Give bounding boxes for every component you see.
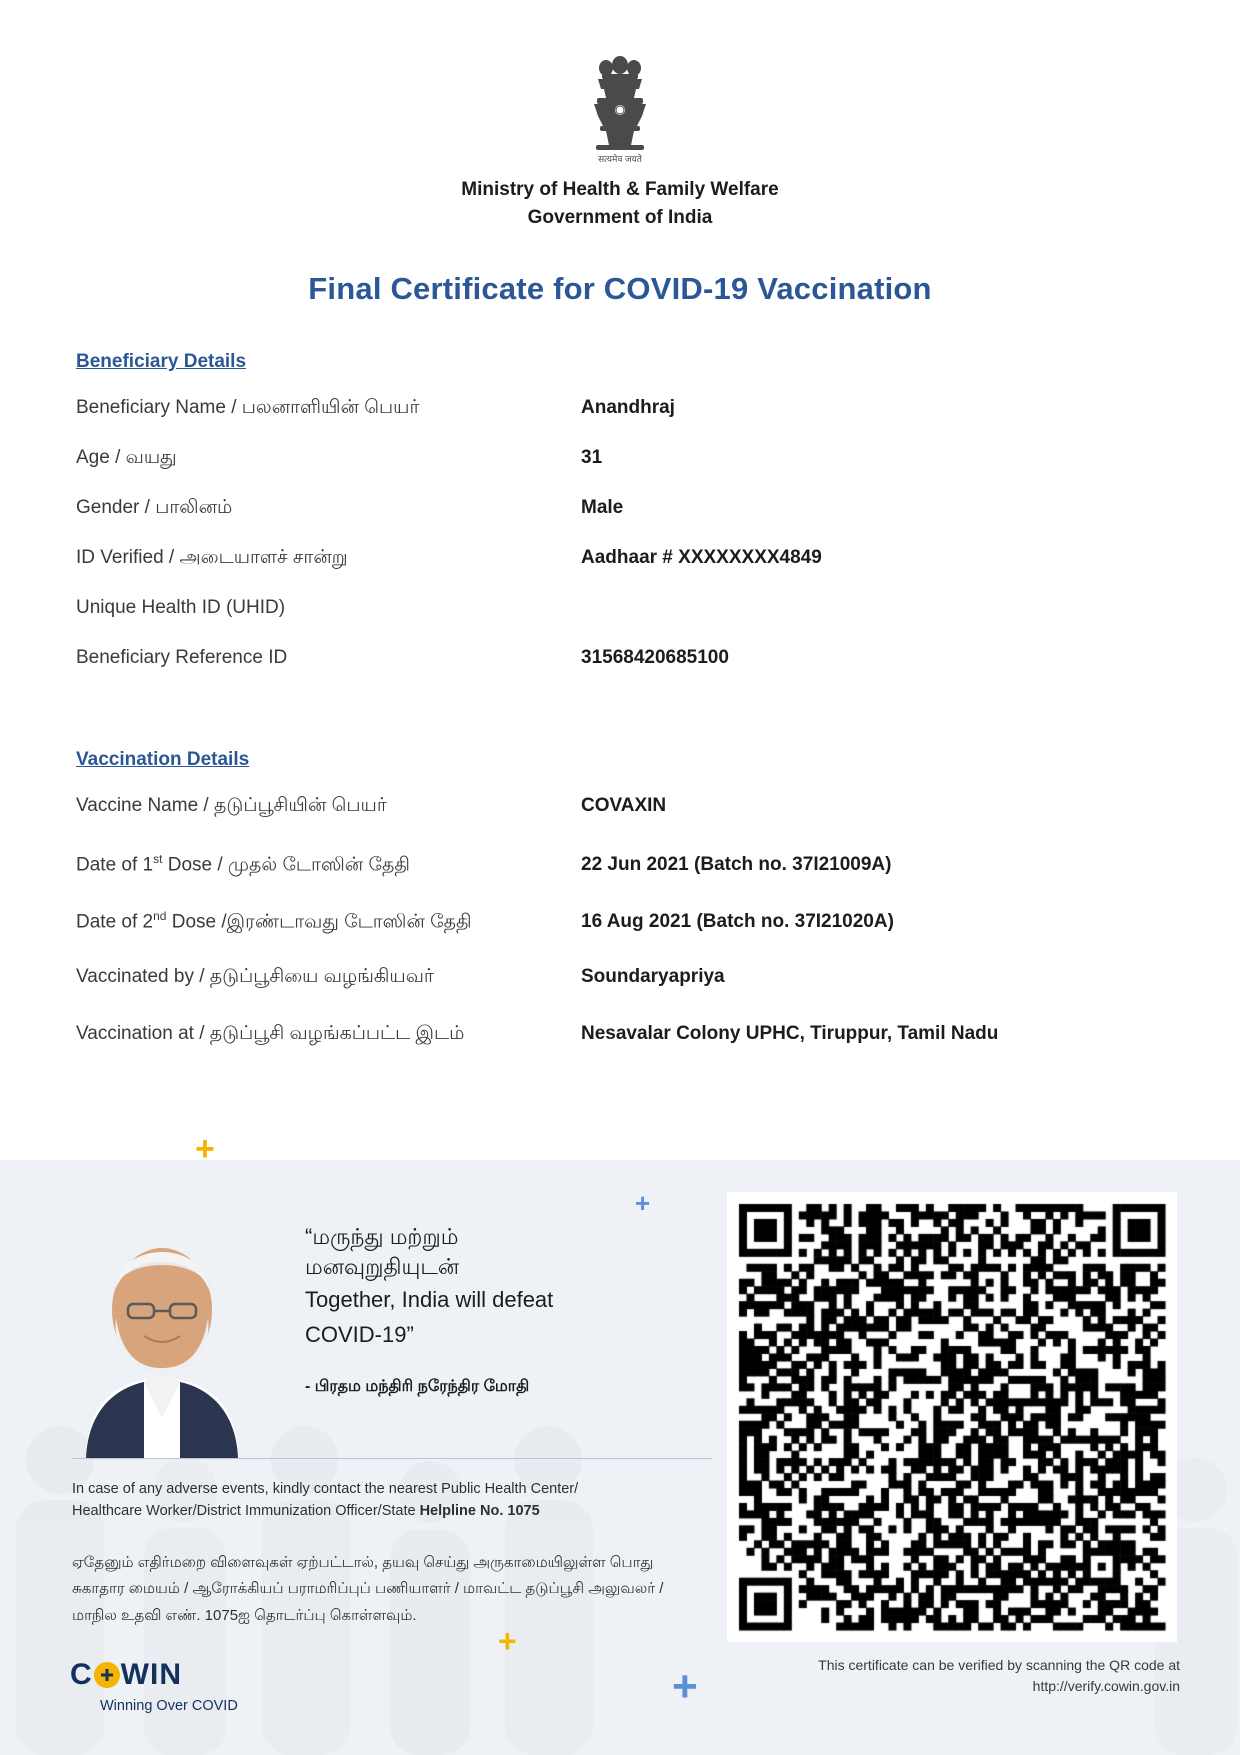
quote-english-line1: Together, India will defeat bbox=[305, 1287, 554, 1313]
ministry-block bbox=[0, 176, 1240, 231]
qr-note-line1: This certificate can be verified by scanning the QR code at bbox=[818, 1657, 1180, 1673]
field-value: Male bbox=[581, 497, 624, 519]
adverse-ta-line3: மாநில உதவி எண். 1075ஐ தொடர்ப்பு கொள்ளவும். bbox=[72, 1606, 417, 1624]
field-label bbox=[76, 909, 581, 935]
field-value: Nesavalar Colony UPHC, Tiruppur, Tamil Nadu bbox=[581, 1023, 999, 1045]
cowin-logo bbox=[70, 1658, 238, 1714]
field-label: Beneficiary Reference ID bbox=[76, 647, 288, 669]
plus-decoration-icon: + bbox=[635, 1188, 651, 1218]
page-title: Final Certificate for COVID-19 Vaccination bbox=[308, 271, 932, 307]
cowin-plus-icon bbox=[94, 1662, 120, 1688]
detail-row bbox=[76, 647, 1180, 697]
detail-row bbox=[76, 1023, 1180, 1080]
detail-row bbox=[76, 909, 1180, 966]
field-value: Aadhaar # XXXXXXXX4849 bbox=[581, 547, 822, 569]
qr-verification-note bbox=[640, 1655, 1180, 1697]
adverse-events-note-tamil bbox=[72, 1550, 672, 1629]
plus-decoration-icon: + bbox=[672, 1662, 698, 1711]
adverse-ta-line2: சுகாதார மையம் / ஆரோக்கியப் பராமரிப்புப் பணியாளர் / மாவட்ட தடுப்பூசி அலுவலர் / bbox=[72, 1580, 664, 1598]
field-value: 16 Aug 2021 (Batch no. 37I21020A) bbox=[581, 911, 894, 933]
detail-row bbox=[76, 597, 1180, 647]
field-label-text: Date of 2 bbox=[76, 911, 154, 933]
cowin-letters-win: WIN bbox=[120, 1658, 182, 1691]
detail-row bbox=[76, 397, 1180, 447]
field-value: 31 bbox=[581, 447, 603, 469]
detail-row bbox=[76, 852, 1180, 909]
field-label bbox=[76, 852, 581, 878]
field-label bbox=[76, 1023, 581, 1047]
banner-divider bbox=[72, 1458, 712, 1459]
field-label: Beneficiary Name / பலனாளியின் பெயர் bbox=[76, 397, 420, 419]
ordinal-suffix: nd bbox=[153, 909, 167, 924]
detail-row bbox=[76, 547, 1180, 597]
india-state-emblem-icon bbox=[578, 52, 662, 170]
field-label bbox=[76, 966, 581, 990]
field-label-text: Vaccine Name / தடுப்பூசியின் பெயர் bbox=[76, 795, 387, 817]
field-value: 22 Jun 2021 (Batch no. 37I21009A) bbox=[581, 854, 892, 876]
cowin-tagline: Winning Over COVID bbox=[100, 1698, 238, 1714]
qr-note-line2: http://verify.cowin.gov.in bbox=[1032, 1678, 1180, 1694]
field-label-text: Vaccination at / தடுப்பூசி வழங்கப்பட்ட இடம் bbox=[76, 1023, 465, 1045]
quote-author: - பிரதம மந்திரி நரேந்திர மோதி bbox=[305, 1377, 530, 1395]
field-value: Anandhraj bbox=[581, 397, 675, 419]
field-label: Age / வயது bbox=[76, 447, 177, 469]
ministry-name: Ministry of Health & Family Welfare bbox=[461, 179, 779, 200]
government-name: Government of India bbox=[527, 206, 713, 228]
adverse-ta-line1: ஏதேனும் எதிர்மறை விளைவுகள் ஏற்பட்டால், தயவு செய்து அருகாமையிலுள்ள பொது bbox=[72, 1554, 654, 1571]
detail-row bbox=[76, 497, 1180, 547]
field-label-text-cont: Dose /இரண்டாவது டோஸின் தேதி bbox=[166, 911, 472, 933]
cowin-letter-c: C bbox=[70, 1658, 93, 1691]
detail-row bbox=[76, 966, 1180, 1023]
beneficiary-details-section bbox=[0, 351, 1240, 697]
adverse-line2: Healthcare Worker/District Immunization Officer/State bbox=[72, 1503, 420, 1520]
vaccination-details-section bbox=[0, 749, 1240, 1080]
quote-english-line2: COVID-19” bbox=[305, 1322, 414, 1348]
adverse-events-note-english bbox=[72, 1478, 672, 1523]
field-value: 31568420685100 bbox=[581, 647, 729, 669]
field-label: Gender / பாலினம் bbox=[76, 497, 233, 519]
detail-row bbox=[76, 447, 1180, 497]
field-label-text: Vaccinated by / தடுப்பூசியை வழங்கியவர் bbox=[76, 966, 434, 988]
plus-decoration-icon: + bbox=[498, 1623, 517, 1659]
document-header bbox=[0, 0, 1240, 231]
ordinal-suffix: st bbox=[153, 852, 163, 867]
field-value: COVAXIN bbox=[581, 795, 667, 817]
emblem-motto: सत्यमेव जयते bbox=[598, 154, 642, 164]
prime-minister-photo bbox=[72, 1218, 252, 1458]
beneficiary-section-title: Beneficiary Details bbox=[76, 351, 247, 373]
quote-tamil-line2: மனவுறுதியுடன் bbox=[305, 1253, 460, 1279]
field-label bbox=[76, 795, 581, 819]
cowin-wordmark bbox=[70, 1658, 238, 1692]
pm-quote-block bbox=[305, 1222, 665, 1397]
helpline-number: Helpline No. 1075 bbox=[419, 1503, 540, 1520]
qr-code-icon[interactable] bbox=[727, 1192, 1177, 1642]
field-label: Unique Health ID (UHID) bbox=[76, 597, 286, 619]
vaccination-section-title: Vaccination Details bbox=[76, 749, 250, 771]
adverse-line1: In case of any adverse events, kindly contact the nearest Public Health Center/ bbox=[72, 1481, 579, 1497]
qr-code-card[interactable] bbox=[727, 1192, 1177, 1642]
plus-decoration-icon: + bbox=[195, 1130, 215, 1168]
detail-row bbox=[76, 795, 1180, 852]
field-label-text-cont: Dose / முதல் டோஸின் தேதி bbox=[162, 854, 410, 876]
field-value: Soundaryapriya bbox=[581, 966, 725, 988]
quote-tamil-line1: “மருந்து மற்றும் bbox=[305, 1224, 459, 1249]
field-label-text: Date of 1 bbox=[76, 854, 154, 876]
field-label: ID Verified / அடையாளச் சான்று bbox=[76, 547, 348, 569]
